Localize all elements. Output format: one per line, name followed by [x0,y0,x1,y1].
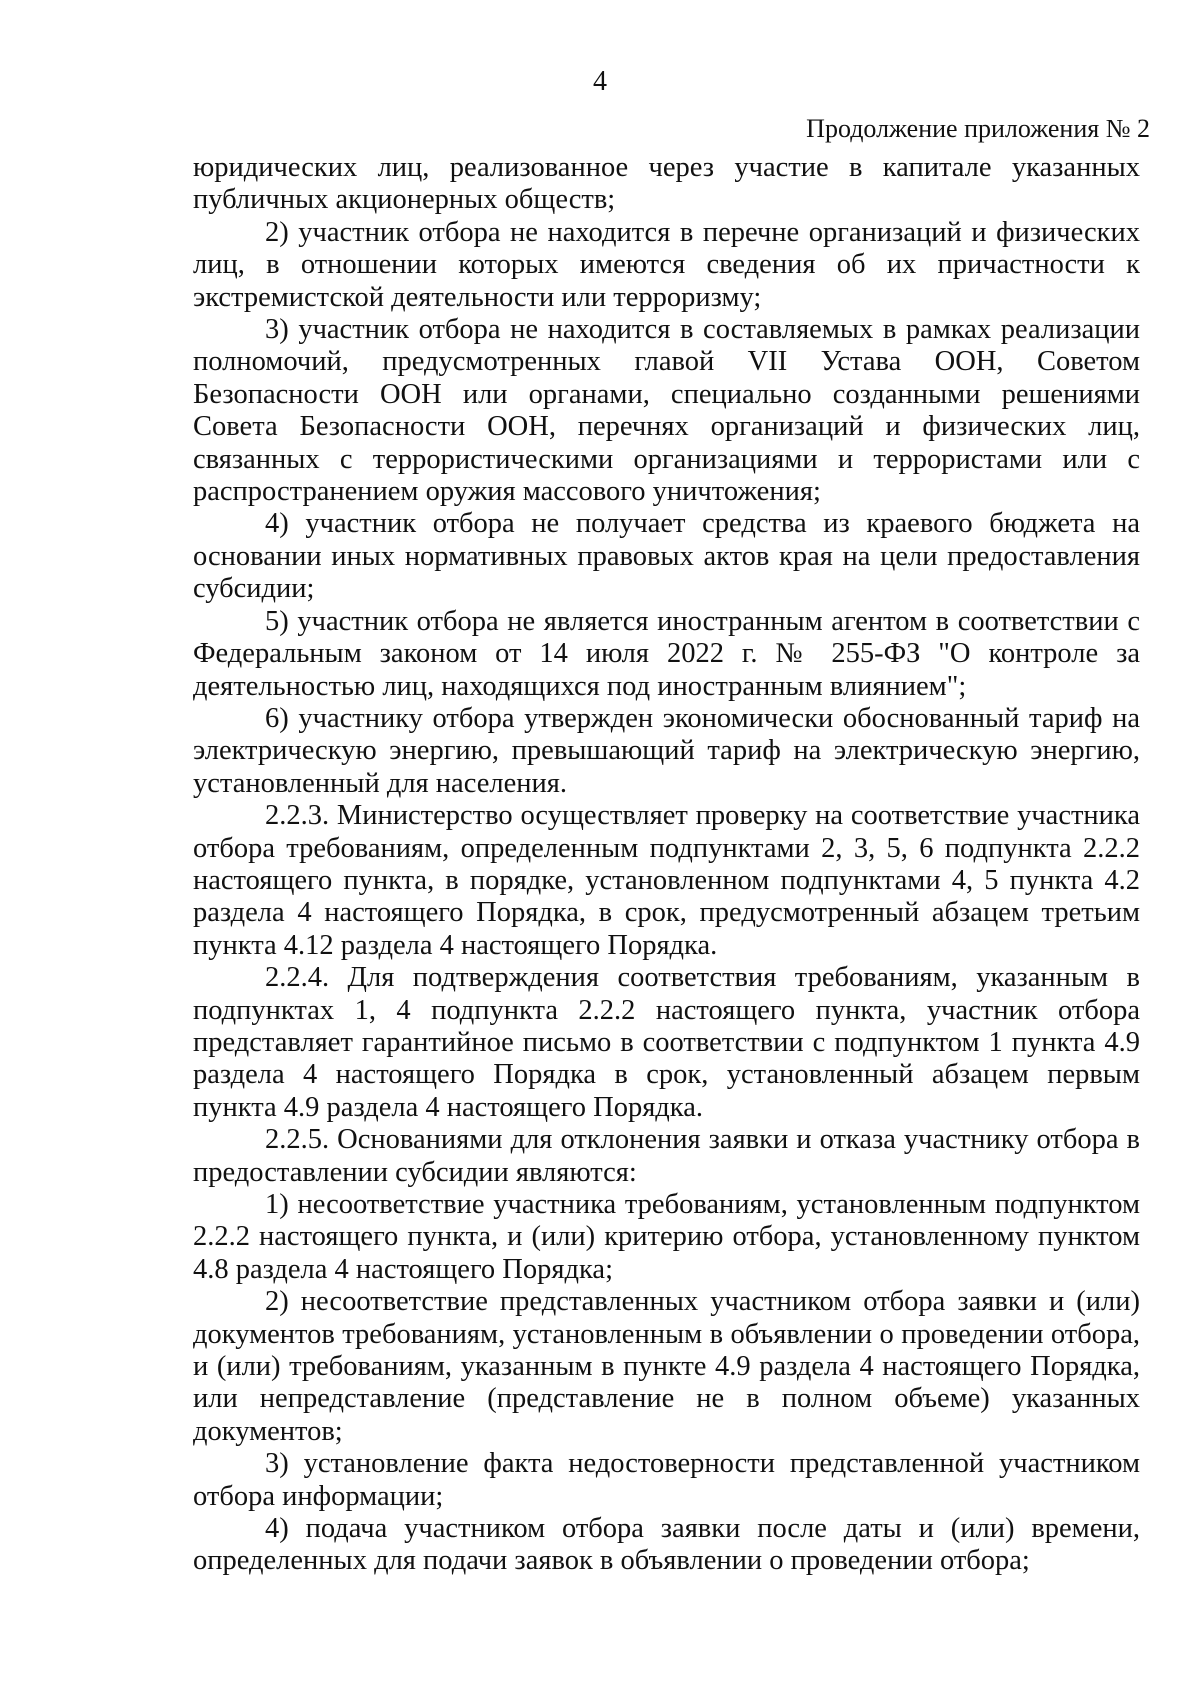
paragraph-item-2-extremism-list: 2) участник отбора не находится в перечне организаций и физических лиц, в отношении которых имеются сведения об их причастности к экстремистской деятельности или терроризму; [193,216,1140,313]
document-body [193,152,1140,1578]
paragraph-item-6-tariff: 6) участнику отбора утвержден экономически обоснованный тариф на электрическую энергию, превышающий тариф на электрическую энергию, установленный для населения. [193,702,1140,799]
paragraph-2-2-4-guarantee-letter: 2.2.4. Для подтверждения соответствия требованиям, указанным в подпунктах 1, 4 подпункта 2.2.2 настоящего пункта, участник отбора представляет гарантийное письмо в соответствии с подпунктом 1 пункта 4.9 раздела 4 настоящего Порядка в срок, установленный абзацем первым пункта 4.9 раздела 4 настоящего Порядка. [193,962,1140,1123]
paragraph-ground-4-late-submission: 4) подача участником отбора заявки после даты и (или) времени, определенных для подачи заявок в объявлении о проведении отбора; [193,1513,1140,1577]
paragraph-item-3-un-sanctions-list: 3) участник отбора не находится в составляемых в рамках реализации полномочий, предусмотренных главой VII Устава ООН, Советом Безопасности ООН или органами, специально созданными решениями Совета Безопасности ООН, перечнях организаций и физических лиц, связанных с террористическими организациями и террористами или с распространением оружия массового уничтожения; [193,314,1140,508]
paragraph-ground-1-non-compliance: 1) несоответствие участника требованиям, установленным подпунктом 2.2.2 настоящего пункта, и (или) критерию отбора, установленному пунктом 4.8 раздела 4 настоящего Порядка; [193,1189,1140,1285]
paragraph-ground-2-documents: 2) несоответствие представленных участником отбора заявки и (или) документов требованиям, установленным в объявлении о проведении отбора, и (или) требованиям, указанным в пункте 4.9 раздела 4 настоящего Порядка, или непредставление (представление не в полном объеме) указанных документов; [193,1286,1140,1447]
paragraph-2-2-5-rejection-grounds: 2.2.5. Основаниями для отклонения заявки и отказа участнику отбора в предоставлении субсидии являются: [193,1124,1140,1188]
appendix-continuation-label: Продолжение приложения № 2 [806,114,1150,143]
paragraph-ground-3-false-information: 3) установление факта недостоверности представленной участником отбора информации; [193,1448,1140,1512]
page-number: 4 [593,66,607,97]
paragraph-legal-entities-continuation: юридических лиц, реализованное через участие в капитале указанных публичных акционерных обществ; [193,152,1140,216]
paragraph-2-2-3-ministry-check: 2.2.3. Министерство осуществляет проверку на соответствие участника отбора требованиям, определенным подпунктами 2, 3, 5, 6 подпункта 2.2.2 настоящего пункта, в порядке, установленном подпунктами 4, 5 пункта 4.2 раздела 4 настоящего Порядка, в срок, предусмотренный абзацем третьим пункта 4.12 раздела 4 настоящего Порядка. [193,800,1140,961]
paragraph-item-5-foreign-agent: 5) участник отбора не является иностранным агентом в соответствии с Федеральным законом от 14 июля 2022 г. № 255-ФЗ "О контроле за деятельностью лиц, находящихся под иностранным влиянием"; [193,605,1140,702]
paragraph-item-4-regional-budget: 4) участник отбора не получает средства из краевого бюджета на основании иных нормативных правовых актов края на цели предоставления субсидии; [193,508,1140,605]
